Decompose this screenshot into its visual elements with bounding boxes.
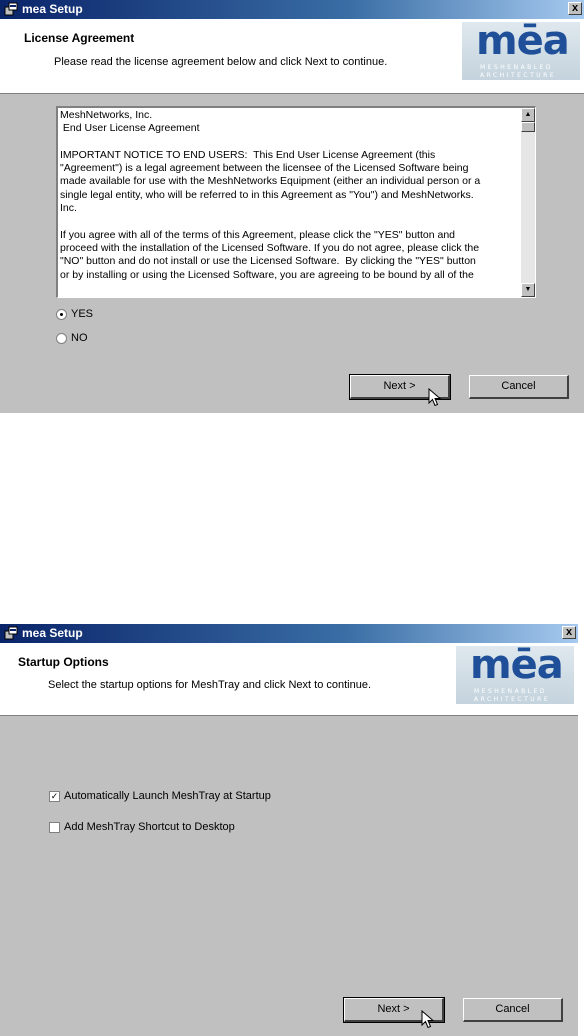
scroll-thumb[interactable] <box>521 122 535 132</box>
checkbox-shortcut-label[interactable]: Add MeshTray Shortcut to Desktop <box>64 821 235 833</box>
license-text-box[interactable] <box>56 106 536 298</box>
logo-tagline-1: MESHENABLED <box>474 688 548 695</box>
checkbox-launch-label[interactable]: Automatically Launch MeshTray at Startup <box>64 790 271 802</box>
startup-header-subtitle: Select the startup options for MeshTray and click Next to continue. <box>48 679 372 691</box>
scroll-down-button[interactable]: ▼ <box>521 283 535 297</box>
startup-close-button[interactable] <box>562 626 576 639</box>
close-icon: x <box>565 626 573 638</box>
radio-no-label[interactable]: NO <box>71 332 88 344</box>
startup-header <box>0 643 578 716</box>
radio-no-indicator[interactable] <box>56 333 67 344</box>
checkbox-launch-indicator[interactable]: ✓ <box>50 791 59 801</box>
mouse-cursor-icon <box>428 388 442 408</box>
setup-app-icon <box>4 2 18 16</box>
startup-next-button[interactable]: Next > <box>344 998 444 1022</box>
checkbox-shortcut-indicator[interactable] <box>49 822 60 833</box>
startup-header-title: Startup Options <box>18 655 109 669</box>
license-header <box>0 19 584 94</box>
license-close-button[interactable] <box>568 2 582 15</box>
logo-word: mēa <box>476 22 569 64</box>
license-cancel-button[interactable]: Cancel <box>469 375 569 399</box>
setup-app-icon <box>4 626 18 640</box>
mea-logo <box>462 22 580 80</box>
license-dialog <box>0 0 584 413</box>
scroll-up-button[interactable]: ▲ <box>521 108 535 122</box>
radio-yes-label[interactable]: YES <box>71 308 94 320</box>
mouse-cursor-icon <box>421 1010 435 1030</box>
startup-window-title: mea Setup <box>22 626 83 640</box>
logo-tagline-1: MESHENABLED <box>480 64 554 71</box>
license-scrollbar[interactable] <box>521 108 535 297</box>
logo-word: mēa <box>470 646 563 688</box>
startup-cancel-button[interactable]: Cancel <box>463 998 563 1022</box>
close-icon: x <box>571 2 579 14</box>
startup-title-bar[interactable] <box>0 624 578 643</box>
logo-tagline-2: ARCHITECTURE <box>480 72 557 79</box>
startup-dialog <box>0 624 578 1036</box>
license-header-title: License Agreement <box>24 31 135 45</box>
license-title-bar[interactable] <box>0 0 584 19</box>
radio-yes-indicator[interactable] <box>56 309 67 320</box>
logo-tagline-2: ARCHITECTURE <box>474 696 551 703</box>
radio-selected-dot <box>60 313 63 316</box>
mea-logo <box>456 646 574 704</box>
license-next-button[interactable]: Next > <box>350 375 450 399</box>
license-window-title: mea Setup <box>22 2 83 16</box>
license-header-subtitle: Please read the license agreement below and click Next to continue. <box>54 56 388 68</box>
license-text: MeshNetworks, Inc. End User License Agreement IMPORTANT NOTICE TO END USERS: This End User License Agreement (this "Agreement") is a legal agreement between the licensee of the Licensed Software being made available for use with the MeshNetworks Equipment (either an individual person or a single legal entity, who will be referred to in this Agreement as "You") and MeshNetworks. Inc. If you agree with all of the terms of this Agreement, please click the "YES" button and proceed with the installation of the Licensed Software. If you do not agree, please click the "NO" button and do not install or use the Licensed Software. By clicking the "YES" button or by installing or using the Licensed Software, you are agreeing to be bound by all of the <box>60 109 481 281</box>
